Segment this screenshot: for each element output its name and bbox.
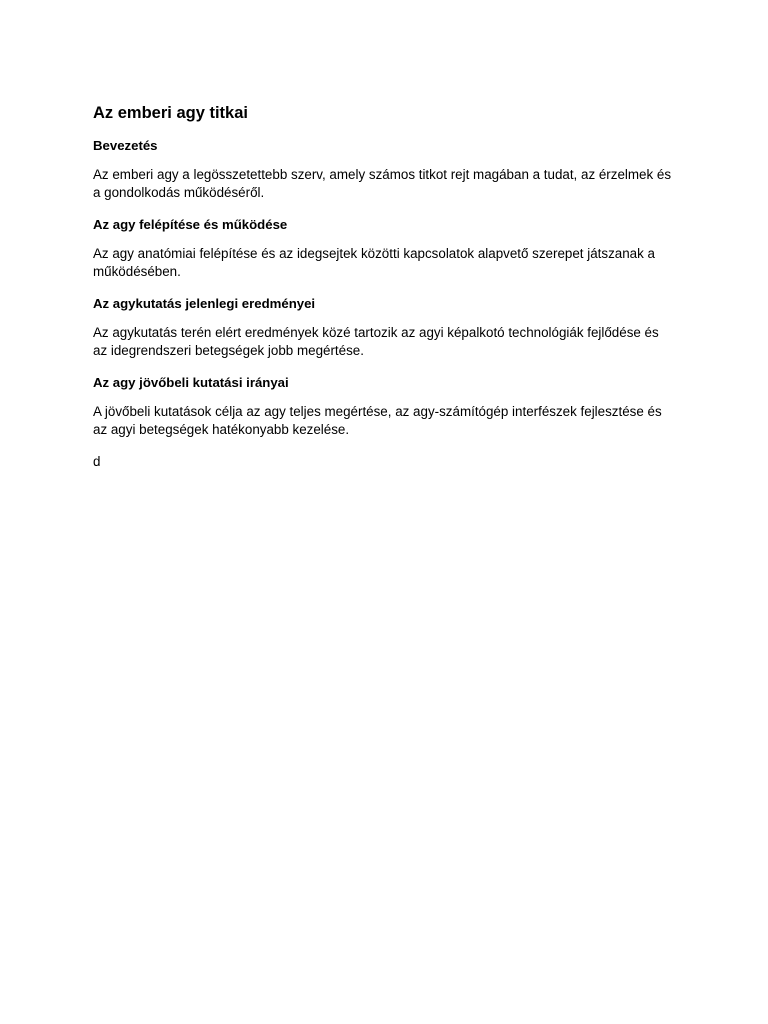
section-heading-future-directions: Az agy jövőbeli kutatási irányai bbox=[93, 375, 289, 390]
section-body-introduction: Az emberi agy a legösszetettebb szerv, amely számos titkot rejt magában a tudat, az érzelmek és a gondolkodás működéséről. bbox=[93, 167, 672, 200]
document-title: Az emberi agy titkai bbox=[93, 104, 248, 122]
section-heading-current-results: Az agykutatás jelenlegi eredményei bbox=[93, 296, 316, 311]
section-body-future-directions: A jövőbeli kutatások célja az agy teljes megértése, az agy-számítógép interfészek fejlesztése és az agyi betegségek hatékonyabb kezelése. bbox=[93, 404, 662, 437]
section-heading-structure: Az agy felépítése és működése bbox=[93, 217, 288, 232]
section-body-current-results: Az agykutatás terén elért eredmények közé tartozik az agyi képalkotó technológiák fejlődése és az idegrendszeri betegségek jobb megértése. bbox=[93, 325, 659, 358]
section-body-structure: Az agy anatómiai felépítése és az idegsejtek közötti kapcsolatok alapvető szerepet játszanak a működésében. bbox=[93, 246, 655, 279]
section-heading-introduction: Bevezetés bbox=[93, 138, 158, 153]
trailing-text: d bbox=[93, 454, 101, 469]
